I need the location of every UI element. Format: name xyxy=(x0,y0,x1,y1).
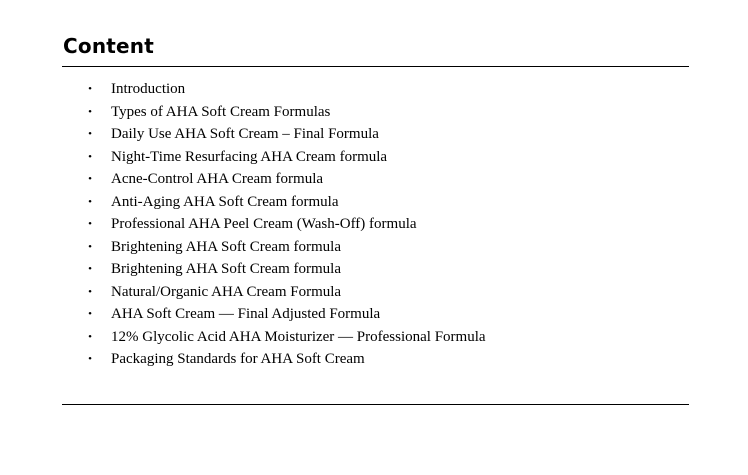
bullet-icon: • xyxy=(88,150,92,163)
bullet-icon: • xyxy=(88,173,92,185)
bullet-icon: • xyxy=(88,105,92,118)
bullet-icon: • xyxy=(88,195,92,208)
top-divider xyxy=(62,66,689,67)
list-item-label: Brightening AHA Soft Cream formula xyxy=(111,261,341,277)
list-item-label: Brightening AHA Soft Cream formula xyxy=(111,238,341,255)
list-item-label: Daily Use AHA Soft Cream – Final Formula xyxy=(111,126,379,142)
list-item-label: Types of AHA Soft Cream Formulas xyxy=(111,103,331,120)
bullet-icon: • xyxy=(88,308,92,320)
list-item-label: 12% Glycolic Acid AHA Moisturizer — Professional Formula xyxy=(111,328,486,345)
bullet-icon: • xyxy=(88,330,92,343)
bottom-divider xyxy=(62,404,689,405)
page-title: Content xyxy=(63,34,154,58)
list-item-label: Anti-Aging AHA Soft Cream formula xyxy=(111,193,339,210)
bullet-icon: • xyxy=(88,285,92,298)
bullet-icon: • xyxy=(88,240,92,253)
list-item-label: Acne-Control AHA Cream formula xyxy=(111,171,324,187)
list-item-label: Packaging Standards for AHA Soft Cream xyxy=(111,351,365,367)
bullet-icon: • xyxy=(88,263,92,275)
list-item-label: Natural/Organic AHA Cream Formula xyxy=(111,283,342,300)
bullet-icon: • xyxy=(88,218,92,230)
list-item-label: Night-Time Resurfacing AHA Cream formula xyxy=(111,148,388,165)
list-item-label: AHA Soft Cream — Final Adjusted Formula xyxy=(111,306,381,322)
list-item-label: Introduction xyxy=(111,81,186,97)
bullet-icon: • xyxy=(88,83,92,95)
bullet-icon: • xyxy=(88,128,92,140)
bullet-icon: • xyxy=(88,353,92,365)
list-item-label: Professional AHA Peel Cream (Wash-Off) formula xyxy=(111,216,417,232)
